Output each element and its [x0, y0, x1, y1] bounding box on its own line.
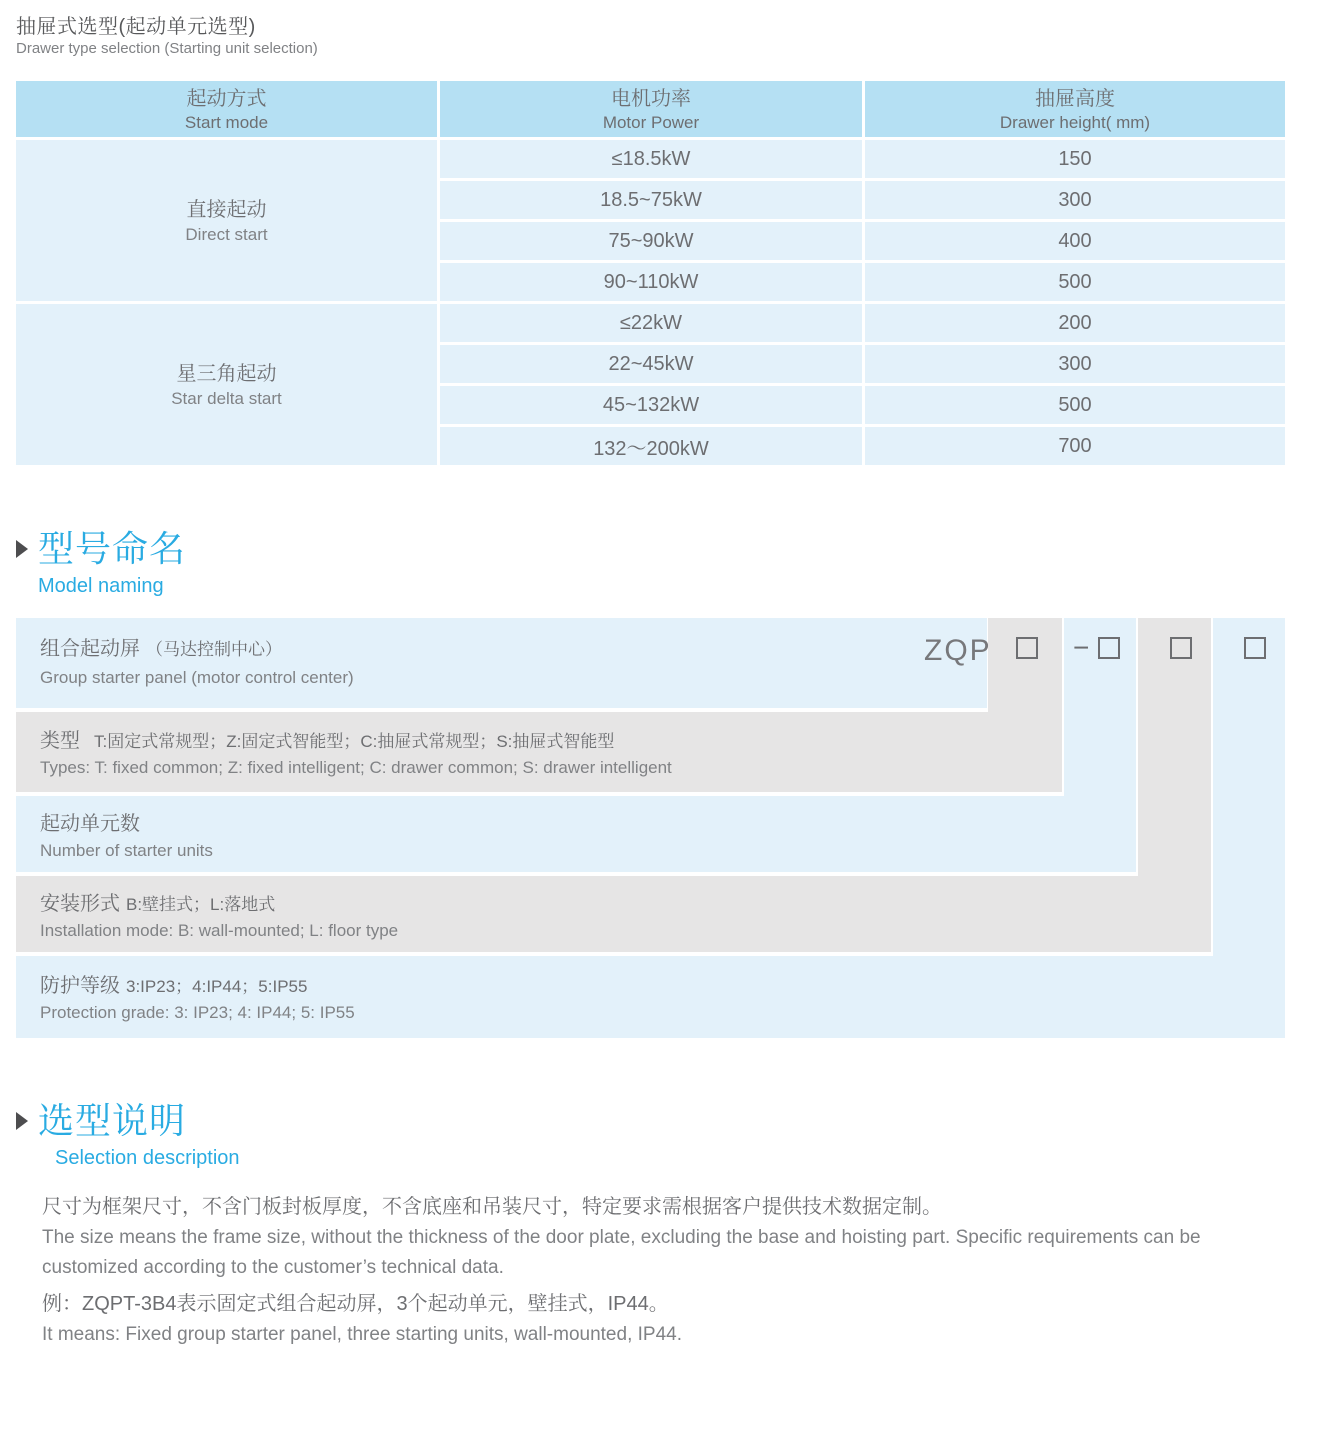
model-code-prefix: ZQP — [924, 634, 992, 667]
hyphen-icon: − — [1073, 632, 1090, 663]
start-mode-en: Star delta start — [171, 388, 282, 408]
motor-power-cell: 75~90kW — [440, 222, 862, 260]
diagram-row-label-zh: 组合起动屏 — [40, 638, 140, 660]
start-mode-en: Direct start — [185, 224, 268, 244]
column-header-en: Start mode — [184, 112, 269, 132]
page-title-zh: 抽屉式选型(起动单元选型) — [16, 16, 256, 38]
motor-power-cell: 18.5~75kW — [440, 181, 862, 219]
diagram-row-detail-zh: （马达控制中心） — [146, 640, 282, 659]
diagram-row-detail-zh: B:壁挂式；L:落地式 — [126, 895, 276, 914]
motor-power-cell: ≤18.5kW — [440, 140, 862, 178]
note-text-zh: 尺寸为框架尺寸，不含门板封板厚度，不含底座和吊装尺寸，特定要求需根据客户提供技术数据定制。 — [42, 1196, 942, 1218]
diagram-row-group-starter-panel — [16, 618, 987, 708]
column-header-zh: 电机功率 — [611, 87, 691, 110]
start-mode-group-star-delta — [16, 304, 437, 465]
column-header-en: Motor Power — [602, 112, 700, 132]
start-mode-zh: 星三角起动 — [176, 362, 277, 385]
diagram-row-label-zh: 起动单元数 — [40, 813, 140, 835]
diagram-row-label-en: Group starter panel (motor control center) — [40, 668, 354, 687]
drawer-height-cell: 200 — [865, 304, 1285, 342]
selection-notes — [42, 1192, 1286, 1350]
start-mode-zh: 直接起动 — [186, 198, 267, 221]
motor-power-cell: ≤22kW — [440, 304, 862, 342]
section-title-zh: 型号命名 — [38, 528, 187, 569]
section-arrow-icon — [16, 1112, 28, 1130]
diagram-row-installation-mode — [16, 876, 1211, 952]
code-column-protection — [1213, 618, 1285, 1037]
drawer-height-cell: 300 — [865, 345, 1285, 383]
drawer-height-cell: 400 — [865, 222, 1285, 260]
diagram-row-label-zh: 类型 — [40, 730, 80, 752]
section-arrow-icon — [16, 540, 28, 558]
note-example-zh: 例：ZQPT-3B4表示固定式组合起动屏，3个起动单元，壁挂式，IP44。 — [42, 1293, 669, 1315]
section-title-en: Model naming — [38, 575, 164, 597]
diagram-row-types — [16, 712, 1062, 792]
column-header-motor-power — [440, 81, 862, 137]
drawer-height-cell: 150 — [865, 140, 1285, 178]
code-column-installation — [1138, 618, 1211, 952]
diagram-row-protection-grade — [16, 956, 1285, 1038]
column-header-zh: 抽屉高度 — [1035, 87, 1115, 110]
model-code-box-icon — [1170, 637, 1192, 659]
model-code-box-icon — [1016, 637, 1038, 659]
diagram-row-label-en: Protection grade: 3: IP23; 4: IP44; 5: IP55 — [40, 1003, 355, 1022]
model-naming-diagram — [16, 618, 1285, 1038]
drawer-height-cell: 300 — [865, 181, 1285, 219]
page-title-en: Drawer type selection (Starting unit selection) — [16, 40, 318, 57]
diagram-row-starter-units — [16, 796, 1136, 872]
diagram-row-detail-zh: 3:IP23；4:IP44；5:IP55 — [126, 977, 308, 996]
section-title-zh: 选型说明 — [38, 1100, 187, 1141]
drawer-height-cell: 500 — [865, 263, 1285, 301]
motor-power-cell: 22~45kW — [440, 345, 862, 383]
drawer-selection-table — [16, 81, 1285, 465]
diagram-row-label-zh: 防护等级 — [40, 975, 120, 997]
diagram-row-detail-zh: T:固定式常规型；Z:固定式智能型；C:抽屉式常规型；S:抽屉式智能型 — [94, 732, 615, 751]
section-heading-model-naming — [16, 528, 186, 599]
motor-power-cell: 45~132kW — [440, 386, 862, 424]
motor-power-cell: 90~110kW — [440, 263, 862, 301]
note-example-en: It means: Fixed group starter panel, three starting units, wall-mounted, IP44. — [42, 1324, 682, 1345]
diagram-row-label-en: Installation mode: B: wall-mounted; L: floor type — [40, 921, 399, 940]
start-mode-group-direct — [16, 140, 437, 301]
diagram-row-label-zh: 安装形式 — [40, 893, 120, 915]
note-text-en: The size means the frame size, without the thickness of the door plate, excluding the base and hoisting part. Specific requirements can be customized according to the customer’s technical data. — [42, 1227, 1201, 1278]
diagram-row-label-en: Types: T: fixed common; Z: fixed intelligent; C: drawer common; S: drawer intelligent — [40, 758, 672, 777]
section-title-en: Selection description — [55, 1147, 240, 1169]
column-header-drawer-height — [865, 81, 1285, 137]
diagram-row-label-en: Number of starter units — [40, 841, 213, 860]
model-code-box-icon — [1098, 637, 1120, 659]
section-heading-selection-description — [16, 1100, 240, 1171]
model-code-box-icon — [1244, 637, 1266, 659]
column-header-start-mode — [16, 81, 437, 137]
column-header-en: Drawer height( mm) — [999, 112, 1151, 132]
drawer-height-cell: 700 — [865, 427, 1285, 465]
drawer-height-cell: 500 — [865, 386, 1285, 424]
motor-power-cell: 132～200kW — [440, 427, 862, 465]
column-header-zh: 起动方式 — [186, 87, 267, 110]
